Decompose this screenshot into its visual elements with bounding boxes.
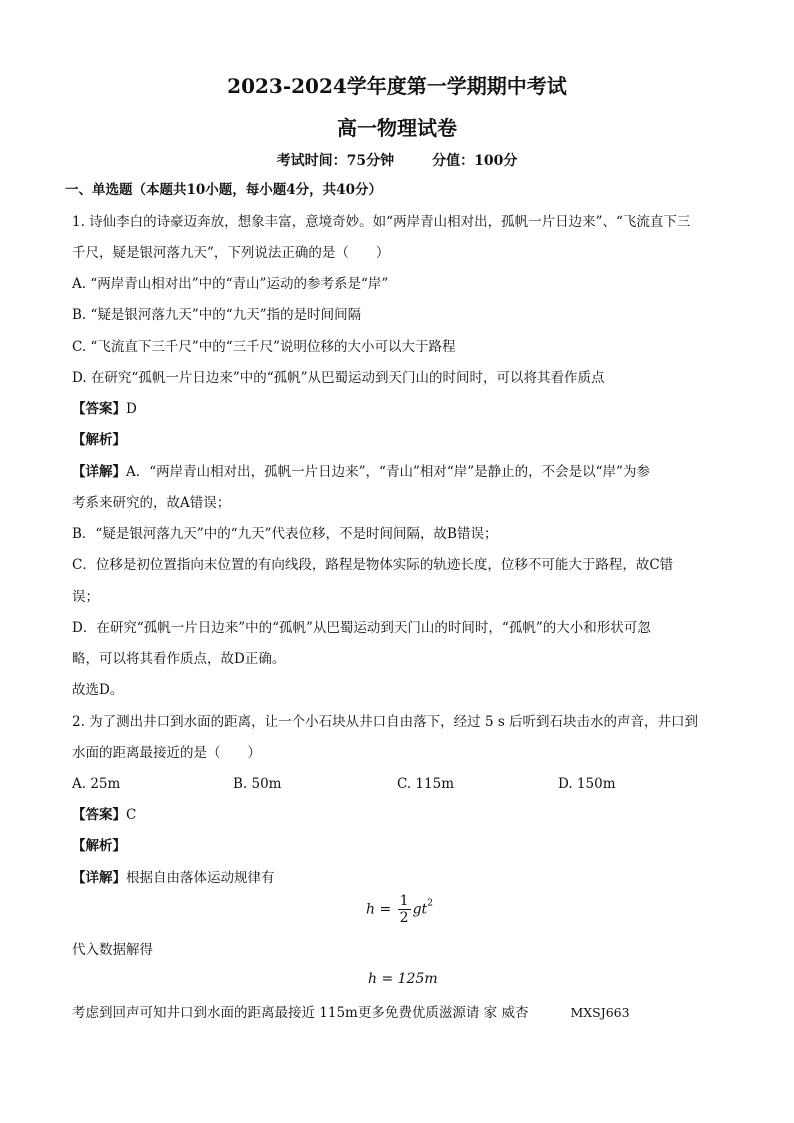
- q1-conclusion: 故选D。: [72, 682, 124, 698]
- q1-analysis-label: 【解析】: [72, 432, 126, 448]
- exam-title: 2023-2024学年度第一学期期中考试: [227, 74, 567, 98]
- q1-answer: [72, 399, 732, 419]
- q2-option-b: B. 50m: [233, 776, 282, 792]
- q2-options: [72, 774, 732, 794]
- formula1-fraction: [398, 893, 411, 926]
- q2-answer-value: C: [126, 807, 137, 823]
- q1-detail-b: B．“疑是银河落九天”中的“九天”代表位移，不是时间间隔，故B错误；: [72, 526, 498, 542]
- formula1-eq: =: [379, 901, 392, 918]
- formula1-lhs: h: [366, 901, 376, 918]
- q1-detail-a1-text: A．“两岸青山相对出，孤帆一片日边来”，“青山”相对“岸”是静止的，不会是以“岸”为参: [126, 464, 650, 480]
- q1-option-a: A. “两岸青山相对出”中的“青山”运动的参考系是“岸”: [72, 276, 389, 292]
- q1-detail-c2: 误；: [72, 589, 99, 605]
- q1-stem-line2: 千尺，疑是银河落九天”，下列说法正确的是（ ）: [72, 245, 390, 261]
- formula1-denominator: 2: [399, 910, 409, 926]
- q2-detail3: [72, 1003, 732, 1023]
- q1-detail-label: 【详解】: [72, 464, 126, 480]
- q1-answer-label: 【答案】: [72, 401, 126, 417]
- formula-result: h = 125m: [368, 971, 438, 987]
- q1-detail-a1: [72, 462, 732, 482]
- q2-detail1: [72, 868, 732, 888]
- q2-detail2: 代入数据解得: [72, 942, 153, 958]
- formula1-numerator: 1: [399, 893, 409, 909]
- q2-option-a: A. 25m: [72, 776, 121, 792]
- q2-detail1-text: 根据自由落体运动规律有: [126, 870, 275, 886]
- formula-free-fall: [366, 893, 433, 926]
- formula1-exponent: 2: [427, 898, 433, 909]
- q2-detail3-text: 考虑到回声可知井口到水面的距离最接近 115m更多免费优质滋源请 家 威杏: [72, 1005, 529, 1021]
- q2-analysis-label: 【解析】: [72, 838, 126, 854]
- q2-answer-label: 【答案】: [72, 807, 126, 823]
- exam-score: 分值：100分: [432, 153, 518, 169]
- q1-detail-d1: D．在研究“孤帆一片日边来”中的“孤帆”从巴蜀运动到天门山的时间时，“孤帆”的大小和形状可忽: [72, 620, 651, 636]
- q2-option-c: C. 115m: [397, 776, 454, 792]
- q2-detail-label: 【详解】: [72, 870, 126, 886]
- formula1-rhs: gt: [412, 901, 428, 918]
- q1-answer-value: D: [126, 401, 137, 417]
- q2-stem-line1: 2. 为了测出井口到水面的距离，让一个小石块从井口自由落下，经过 5 s 后听到石块击水的声音，井口到: [72, 714, 699, 730]
- section-heading: 一、单选题（本题共10小题，每小题4分，共40分）: [65, 182, 382, 198]
- exam-subtitle: 高一物理试卷: [337, 116, 457, 140]
- q1-option-b: B. “疑是银河落九天”中的“九天”指的是时间间隔: [72, 307, 362, 323]
- q1-option-d: D. 在研究“孤帆一片日边来”中的“孤帆”从巴蜀运动到天门山的时间时，可以将其看作质点: [72, 370, 605, 386]
- q2-option-d: D. 150m: [558, 776, 616, 792]
- q2-stem-line2: 水面的距离最接近的是（ ）: [72, 745, 261, 761]
- exam-meta: [0, 150, 794, 170]
- exam-time: 考试时间：75分钟: [276, 153, 395, 169]
- q1-stem-line1: 1. 诗仙李白的诗豪迈奔放，想象丰富，意境奇妙。如“两岸青山相对出，孤帆一片日边来”、“飞流直下三: [72, 214, 691, 230]
- watermark-code: MXSJ663: [570, 1005, 630, 1020]
- q2-answer: [72, 805, 732, 825]
- q1-detail-a2: 考系来研究的，故A错误；: [72, 495, 231, 511]
- q1-option-c: C. “飞流直下三千尺”中的“三千尺”说明位移的大小可以大于路程: [72, 339, 456, 355]
- q1-detail-d2: 略，可以将其看作质点，故D正确。: [72, 651, 286, 667]
- q1-detail-c1: C．位移是初位置指向末位置的有向线段，路程是物体实际的轨迹长度，位移不可能大于路程，故C错: [72, 557, 674, 573]
